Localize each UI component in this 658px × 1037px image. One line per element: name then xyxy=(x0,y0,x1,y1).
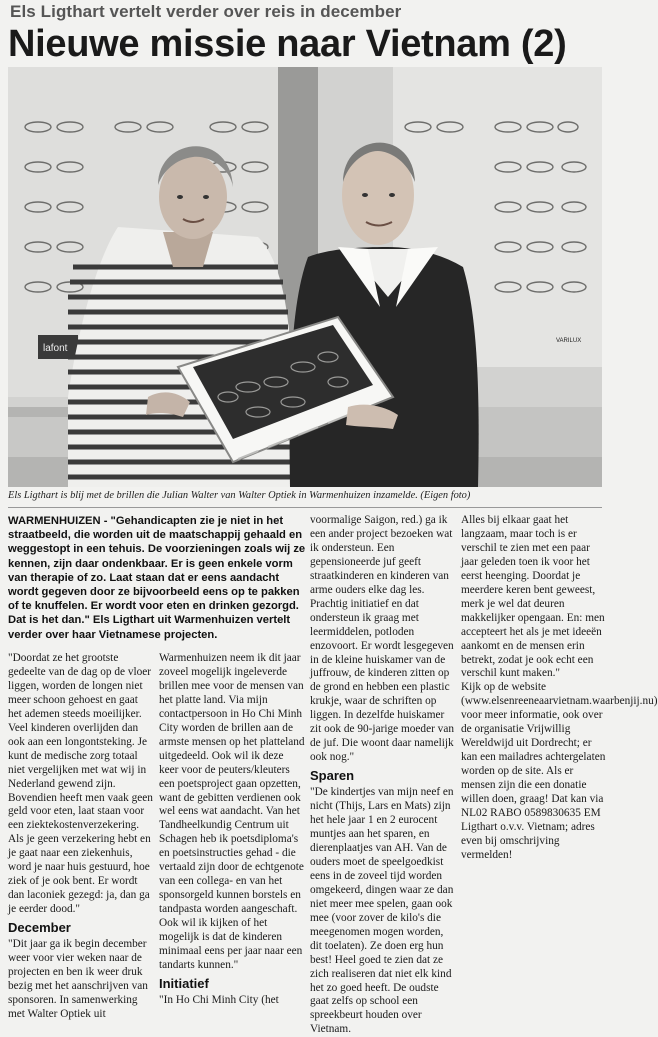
paragraph: "In Ho Chi Minh City (het xyxy=(159,993,279,1006)
article-kicker: Els Ligthart vertelt verder over reis in december xyxy=(10,2,402,21)
paragraph: Kijk op de website (www.elsenreeneaarvietnam.waarbenjij.nu) voor meer informatie, ook over de organisatie Vrijwillig Wereldwijd uit Dordrecht; er kan een mailadres achtergelaten worden op de site. Als er mensen zijn die een donatie willen doen, graag! Dat kan via NL02 RABO 0589830635 EM Ligthart o.v.v. Vietnam; adres even bij omschrijving vermelden! xyxy=(461,681,658,861)
subheading-sparen: Sparen xyxy=(310,768,355,784)
paragraph: Alles bij elkaar gaat het langzaam, maar toch is er verschil te zien met een paar jaar geleden toen ik voor het eerst heenging. Doordat je meerdere keren bent geweest, merk je wel dat deuren makkelijker opengaan. En: men accepteert het als je met ideeën aankomt en de mensen erin betrekt, zodat je ook echt een verschil kunt maken." xyxy=(461,514,605,680)
paragraph: voormalige Saigon, red.) ga ik een ander project bezoeken wat ik ondersteun. Een gepensioneerde juf geeft straatkinderen en kinderen van arme ouders elke dag les. Prachtig initiatief en dat ondersteun ik graag met leermiddelen, potloden enzovoort. Er wordt lesgegeven in de kleine huiskamer van de juffrouw, de kinderen zitten op de grond en hebben een plastic krukje, waar de schriften op liggen. In dezelfde huiskamer zit ook de 90-jarige moeder van de juf. Die woont daar namelijk ook nog." xyxy=(310,514,454,764)
article-headline: Nieuwe missie naar Vietnam (2) xyxy=(8,23,567,65)
article-intro xyxy=(8,514,306,642)
paragraph: "Dit jaar ga ik begin december weer voor vier weken naar de projecten en ben ik weer druk bezig met het aanschrijven van sponsoren. In samenwerking met Walter Optiek uit xyxy=(8,938,148,1020)
subheading-december: December xyxy=(8,920,71,936)
paragraph: Warmenhuizen neem ik dit jaar zoveel mogelijk ingeleverde brillen mee voor de mensen van het platte land. Via mijn contactpersoon in Ho Chi Minh City worden de brillen aan de armste mensen op het platteland uitgedeeld. Ook wil ik deze keer voor de peuters/kleuters een poetsproject gaan opzetten, want de gebitten verdienen ook wel eens wat aandacht. Van het Tandheelkundig Centrum uit Schagen heb ik poetsdiploma's en poetsinstructies gehad - die vertaald zijn door de echtgenote van een collega- en van het sponsorgeld kunnen borstels en tandpasta worden aangeschaft. Ook wil ik kijken of het mogelijk is dat de kinderen minimaal eens per jaar naar een tandarts kunnen." xyxy=(159,652,305,971)
column-1 xyxy=(8,652,154,1022)
dateline: WARMENHUIZEN xyxy=(8,515,101,527)
subheading-initiatief: Initiatief xyxy=(159,975,209,991)
paragraph: "Doordat ze het grootste gedeelte van de dag op de vloer liggen, worden de longen niet meer schoon gehoest en gaat het ademen steeds moeilijker. Veel kinderen overlijden dan ook aan een longontsteking. Je kunt de medische zorg totaal niet vergelijken met wat wij in Nederland gewend zijn. Bovendien heeft men vaak geen geld voor eten, laat staan voor een ziektekostenverzekering. Als je geen verzekering hebt en je gaat naar een ziekenhuis, word je naar huis gestuurd, hoe ziek of je ook bent. Er wordt dan laconiek gezegd: ja, dan ga je eerder dood." xyxy=(8,652,153,916)
article-photo xyxy=(8,67,602,487)
photo-caption: Els Ligthart is blij met de brillen die Julian Walter van Walter Optiek in Warmenhuizen inzamelde. (Eigen foto) xyxy=(8,490,471,501)
lafont-sign: lafont xyxy=(43,343,68,354)
paragraph: "De kindertjes van mijn neef en nicht (Thijs, Lars en Mats) zijn het hele jaar 1 en 2 eurocent muntjes aan het sparen, en dierenplaatjes van AH. Van de ouders moet de speelgoedkist eens in de zoveel tijd worden omgekeerd, dingen waar ze dan niet meer mee spelen, gaan ook mee (voor zover de kilo's die meegenomen mogen worden, dit toelaten). Ze doen erg hun best! Heel goed te zien dat ze zich realiseren dat niet elk kind het zo goed heeft. De oudste gaat zelfs op school een spreekbeurt houden over Vietnam. xyxy=(310,786,454,1036)
varilux-sign: VARILUX xyxy=(556,338,582,344)
column-4 xyxy=(461,514,658,863)
column-3 xyxy=(310,514,456,1037)
intro-text: - "Gehandicapten zie je niet in het straatbeeld, die worden uit de maatschappij gehaald en weggestopt in een tehuis. De voorzieningen zoals wij ze kennen, zijn daar ondenkbaar. Er is geen enkele vorm van therapie of zo. Laat staan dat er eens aandacht wordt gegeven door ze bijvoorbeeld eens op te pakken of te knuffelen. Er wordt voor eten en drinken gezorgd. Dat is het dan." Els Ligthart uit Warmenhuizen vertelt verder over haar Vietnamese projecten. xyxy=(8,515,306,641)
column-2 xyxy=(159,652,305,1008)
caption-divider xyxy=(8,507,602,508)
